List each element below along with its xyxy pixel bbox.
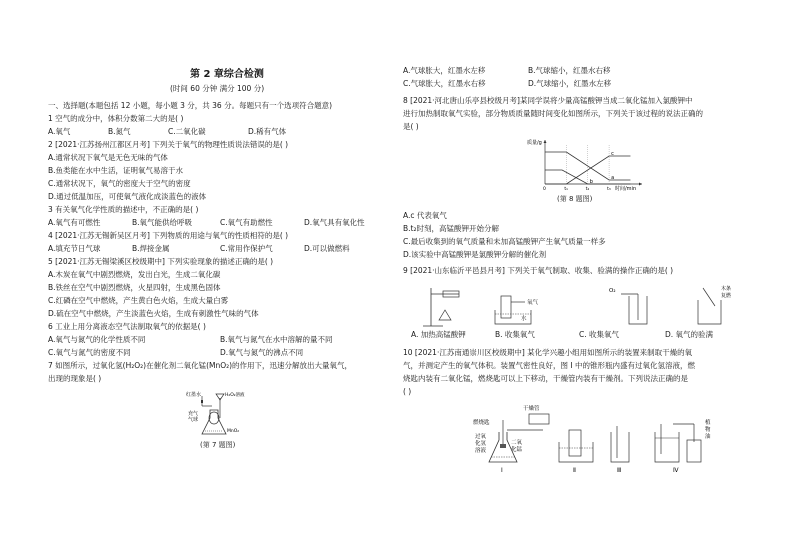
balloon-label: 充气	[188, 411, 199, 417]
q1-option-d[interactable]: D.稀有气体	[248, 127, 287, 136]
q9-apparatus-a	[423, 288, 459, 326]
q1-option-a[interactable]: A.氧气	[48, 127, 71, 136]
q3-stem: 3 有关氧气化学性质的描述中，不正确的是( )	[48, 205, 199, 214]
q9-apparatus-d	[698, 285, 732, 324]
q10-oil-label-2: 物	[705, 427, 711, 433]
q10-roman-4: Ⅳ	[673, 467, 679, 474]
q10-apparatus-3	[611, 426, 629, 474]
q10-stem-line1: 10 [2021·江苏南通崇川区校级期中] 某化学兴趣小组用如图所示的装置来制取干燥的氧	[403, 348, 693, 357]
q7-option-c[interactable]: C.气球胀大，红墨水右移	[403, 79, 486, 88]
q10-apparatus-4	[655, 418, 711, 474]
q2-option-d[interactable]: D.通过低温加压，可使氧气液化成淡蓝色的液体	[48, 192, 207, 201]
q2-option-c[interactable]: C.通常状况下，氧气的密度大于空气的密度	[48, 179, 191, 188]
q10-mno2-label-1: 二氧	[511, 440, 523, 446]
q8-stem-line2: 进行加热制取氧气实验，部分物质质量随时间变化如图所示，下列关于该过程的说法正确的	[403, 109, 703, 118]
q9-relight-label: 复燃	[721, 293, 732, 299]
q1-stem: 1 空气的成分中，体积分数第二大的是( )	[48, 114, 184, 123]
q4-options	[48, 244, 388, 254]
q9-option-c[interactable]: C. 收集氧气	[579, 330, 620, 339]
q10-dryer	[523, 404, 549, 424]
q8-option-b[interactable]: B.t₂时刻，高锰酸钾开始分解	[403, 224, 499, 233]
q7-caption: (第 7 题图)	[200, 441, 236, 449]
series-label-a: a	[611, 175, 615, 181]
q3-option-b[interactable]: B.氧气能供给呼吸	[132, 218, 193, 227]
q6-stem: 6 工业上用分离液态空气法制取氧气的依据是( )	[48, 322, 206, 331]
q7-option-a[interactable]: A.气球胀大，红墨水左移	[403, 66, 486, 75]
q5-option-b[interactable]: B.铁丝在空气中剧烈燃烧，火星四射，生成黑色固体	[48, 283, 221, 292]
series-label-c: c	[611, 151, 614, 157]
q10-h2o2-label-2: 化氢	[475, 441, 487, 447]
q7-options-row2	[403, 79, 783, 89]
q9-figure	[403, 282, 783, 330]
q8-option-a[interactable]: A.c 代表氧气	[403, 211, 447, 220]
flask-shape	[202, 410, 226, 434]
q5-stem: 5 [2021·江苏无锡梁溪区校级期中] 下列实验现象的描述正确的是( )	[48, 257, 274, 266]
q10-roman-2: Ⅱ	[573, 467, 576, 474]
q8-stem-line1: 8 [2021·河北唐山乐亭县校级月考]某同学误将少量高锰酸钾当成二氧化锰加入氯酸钾中	[403, 96, 693, 105]
mno2-label: MnO₂	[227, 429, 240, 434]
q10-figure	[447, 402, 747, 477]
q9-options	[403, 330, 783, 340]
series-label-b: b	[589, 179, 593, 185]
q5-option-a[interactable]: A.木炭在氧气中剧烈燃烧，发出白光，生成二氧化碳	[48, 270, 221, 279]
q10-stem-line2: 气，并测定产生的氧气体积。装置气密性良好，图 Ⅰ 中的锥形瓶内盛有过氧化氢溶液，燃	[403, 361, 695, 370]
q7-option-d[interactable]: D.气球缩小，红墨水左移	[528, 79, 612, 88]
q6-option-a[interactable]: A.氧气与氮气的化学性质不同	[48, 335, 146, 344]
q9-option-a[interactable]: A. 加热高锰酸钾	[411, 330, 466, 339]
q8-option-d[interactable]: D.该实验中高锰酸钾是氯酸钾分解的催化剂	[403, 250, 547, 259]
q4-option-c[interactable]: C.常用作保护气	[220, 244, 273, 253]
q2-option-a[interactable]: A.通常状况下氧气是无色无味的气体	[48, 153, 168, 162]
q8-chart	[527, 136, 647, 191]
q6-options-row1	[48, 335, 388, 345]
q3-option-d[interactable]: D.氧气具有氧化性	[304, 218, 365, 227]
x-tick-label: 0	[543, 187, 546, 191]
q9-apparatus-c	[609, 288, 647, 324]
q9-water-label: 水	[521, 316, 527, 322]
q6-option-d[interactable]: D.氧气与氮气的沸点不同	[220, 348, 304, 357]
q3-option-a[interactable]: A.氧气有可燃性	[48, 218, 101, 227]
q9-option-b[interactable]: B. 收集氧气	[495, 330, 535, 339]
q6-option-b[interactable]: B.氧气与氮气在水中溶解的量不同	[220, 335, 333, 344]
q10-stem-line4: ( )	[403, 387, 412, 396]
q4-option-d[interactable]: D.可以做燃料	[304, 244, 350, 253]
q10-dryer-label: 干燥管	[523, 406, 540, 412]
balloon-label-2: 气球	[188, 417, 199, 423]
q9-option-d[interactable]: D. 氧气的验满	[665, 330, 714, 339]
x-tick-label: t₂	[585, 187, 590, 191]
q10-apparatus-1	[473, 418, 543, 474]
q10-h2o2-label-1: 过氧	[475, 434, 487, 440]
page-title: 第 2 章综合检测	[190, 69, 264, 80]
q10-mno2-label-2: 化锰	[511, 447, 523, 453]
q7-stem-line1: 7 如图所示，过氧化氢(H₂O₂)在催化剂二氧化锰(MnO₂)的作用下，迅速分解放出大量氧气，	[48, 361, 353, 370]
q10-stem-line3: 烧匙内装有二氧化锰，燃烧匙可以上下移动，干燥管内装有干燥剂。下列说法正确的是	[403, 374, 688, 383]
q8-caption: (第 8 题图)	[557, 195, 593, 203]
q10-apparatus-2	[559, 430, 593, 474]
balloon-shape	[209, 412, 219, 424]
y-axis-label: 质量/g	[527, 140, 542, 146]
x-tick-label: t₃	[607, 187, 611, 191]
q1-options	[48, 127, 388, 137]
q7-figure	[172, 388, 252, 438]
q2-stem: 2 [2021·江苏扬州江都区月考] 下列关于氧气的物理性质说法错误的是( )	[48, 140, 289, 149]
q7-stem-line2: 出现的现象是( )	[48, 374, 102, 383]
q1-option-b[interactable]: B.氮气	[108, 127, 131, 136]
q9-oxygen-label: 氧气	[527, 300, 539, 306]
x-tick-label: t₁	[564, 187, 568, 191]
q10-oil-label-3: 油	[705, 434, 711, 440]
q3-options	[48, 218, 388, 228]
q1-option-c[interactable]: C.二氧化碳	[168, 127, 206, 136]
q4-stem: 4 [2021·江苏无锡新吴区月考] 下列物质的用途与氧气的性质相符的是( )	[48, 231, 289, 240]
q7-option-b[interactable]: B.气球缩小，红墨水右移	[528, 66, 611, 75]
q5-option-c[interactable]: C.红磷在空气中燃烧，产生黄白色火焰，生成大量白雾	[48, 296, 229, 305]
q5-option-d[interactable]: D.硫在空气中燃烧，产生淡蓝色火焰，生成有刺激性气味的气体	[48, 309, 259, 318]
q10-roman-1: Ⅰ	[501, 467, 503, 474]
q8-stem-line3: 是( )	[403, 122, 419, 131]
section-heading: 一、选择题(本题包括 12 小题，每小题 3 分，共 36 分。每题只有一个选项符合题意)	[48, 101, 333, 110]
q6-option-c[interactable]: C.氧气与氮气的密度不同	[48, 348, 131, 357]
q10-spoon-label: 燃烧匙	[473, 420, 490, 426]
q9-stick-label: 木条	[721, 286, 732, 292]
q3-option-c[interactable]: C.氧气有助燃性	[220, 218, 273, 227]
q9-apparatus-b	[495, 296, 539, 324]
q8-option-c[interactable]: C.最后收集到的氧气质量和未加高锰酸钾产生氧气质量一样多	[403, 237, 606, 246]
q6-options-row2	[48, 348, 388, 358]
q2-option-b[interactable]: B.鱼类能在水中生活，证明氧气易溶于水	[48, 166, 184, 175]
ink-label: 红墨水	[186, 392, 202, 398]
q9-o2-label: O₂	[609, 288, 616, 294]
q10-roman-3: Ⅲ	[617, 467, 622, 474]
q4-option-b[interactable]: B.焊接金属	[132, 244, 170, 253]
h2o2-label: H₂O₂溶液	[225, 393, 245, 398]
x-axis-label: 时间/min	[615, 186, 637, 191]
q9-stem: 9 [2021·山东临沂平邑县月考] 下列关于氧气制取、收集、验满的操作正确的是( )	[403, 266, 674, 275]
q10-oil-label-1: 植	[705, 420, 711, 426]
exam-meta: (时间 60 分钟 满分 100 分)	[170, 84, 265, 93]
q10-h2o2-label-3: 溶液	[475, 448, 487, 454]
q4-option-a[interactable]: A.填充节日气球	[48, 244, 101, 253]
q7-options-row1	[403, 66, 783, 76]
